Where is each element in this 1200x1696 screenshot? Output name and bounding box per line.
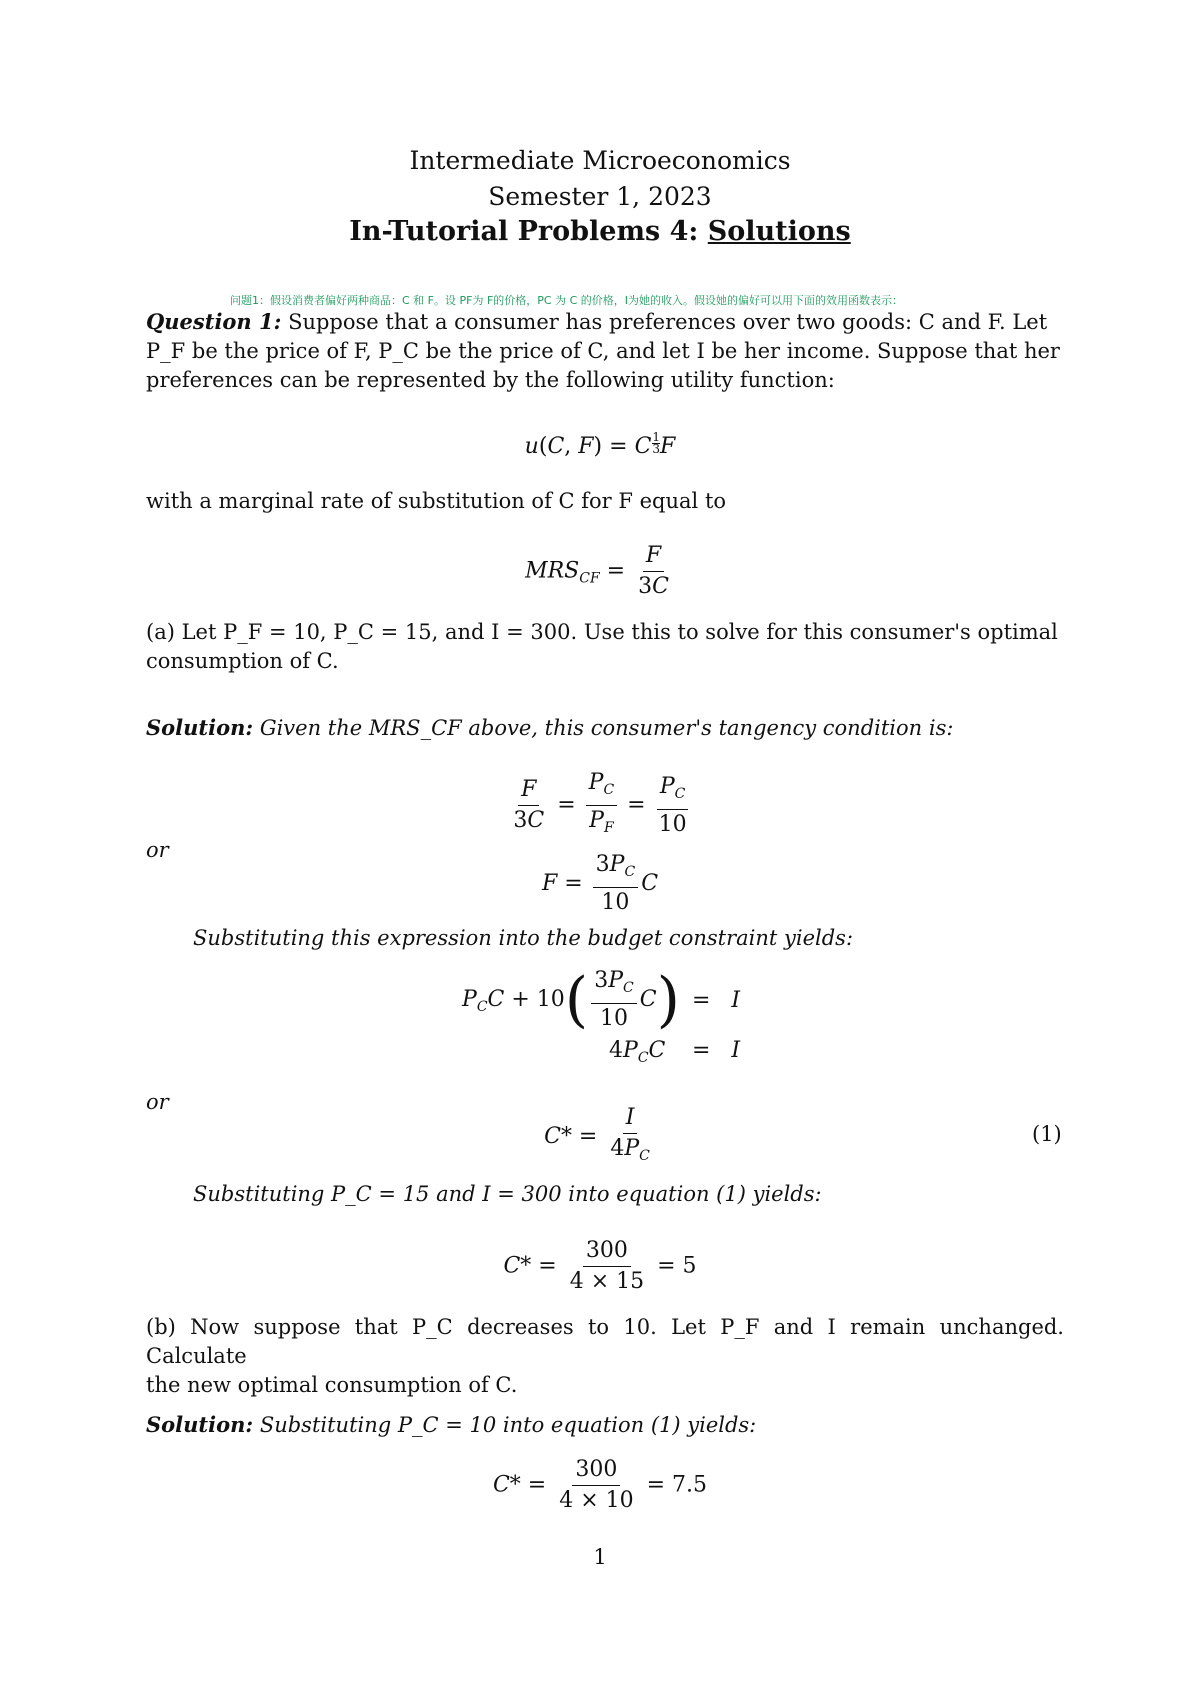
budget-equation-line-1: $P_CC + 10$( $\frac{3P_C}{10}$ C) [462, 965, 681, 1035]
part-a-solution-label: Solution: [146, 715, 254, 740]
part-a-result: = 5 [657, 1253, 697, 1279]
tangency-equation: $\frac{F}{3C}$ = $\frac{P_C}{P_F}$ = $\frac{P_C}{10}$ [513, 770, 687, 837]
part-a-result-equation: C* = $\frac{300}{4 \times 15}$ = 5 [503, 1238, 697, 1294]
part-a-solution-text: Given the MRS_CF above, this consumer's tangency condition is: [259, 716, 954, 740]
utility-function-equation: u(C, F) = C $\frac{1}{3}$ F [524, 430, 676, 459]
part-b-line-2: the new optimal consumption of C. [146, 1373, 518, 1397]
title-solutions: Solutions [707, 216, 851, 247]
part-a-solution-intro [146, 713, 1064, 743]
title-main: In-Tutorial Problems 4: [349, 216, 708, 247]
part-b-result: = 7.5 [646, 1472, 708, 1498]
question-1-line-1 [146, 307, 1064, 337]
part-a-line-1: (a) Let P_F = 10, P_C = 15, and I = 300. Use this to solve for this consumer's optimal [146, 620, 1058, 644]
part-b-solution-label: Solution: [146, 1412, 254, 1437]
part-b-solution-text: Substituting P_C = 10 into equation (1) yields: [259, 1413, 757, 1437]
mrs-equation: $MRS_{CF}$ = $\frac{F}{3C}$ [525, 543, 669, 599]
part-b-prompt [146, 1313, 1064, 1400]
or-label-1: or [146, 838, 169, 862]
question-1-line-2: P_F be the price of F, P_C be the price of C, and let I be her income. Suppose that her [146, 339, 1060, 363]
or-label-2: or [146, 1090, 169, 1114]
page-number: 1 [593, 1545, 607, 1569]
budget-eq1-equals: = I [692, 988, 741, 1013]
budget-eq2-equals: = I [692, 1038, 741, 1063]
part-a-line-2: consumption of C. [146, 649, 339, 673]
semester-label: Semester 1, 2023 [488, 182, 712, 211]
mrs-intro: with a marginal rate of substitution of C for F equal to [146, 489, 727, 513]
optimal-c-equation: C* = $\frac{I}{4P_C}$ [544, 1105, 650, 1164]
substituting-values-text: Substituting P_C = 15 and I = 300 into equation (1) yields: [193, 1182, 822, 1206]
part-b-result-equation: C* = $\frac{300}{4 \times 10}$ = 7.5 [492, 1457, 708, 1513]
equation-number: (1) [1032, 1122, 1062, 1146]
substituting-budget-text: Substituting this expression into the budget constraint yields: [193, 926, 854, 950]
budget-equation-line-2: $4P_CC$ [609, 1038, 666, 1066]
question-1-label: Question 1: [146, 309, 282, 334]
part-b-solution-intro [146, 1410, 1064, 1440]
document-title [0, 216, 1200, 247]
part-a-prompt [146, 618, 1064, 676]
question-1-line-1-text: Suppose that a consumer has preferences over two goods: C and F. Let [288, 310, 1048, 334]
question-1-line-3: preferences can be represented by the following utility function: [146, 368, 835, 392]
part-b-line-1: (b) Now suppose that P_C decreases to 10. Let P_F and I remain unchanged. Calculate [146, 1315, 1064, 1368]
translation-annotation: 问题1：假设消费者偏好两种商品：C 和 F。设 PF为 F的价格，PC 为 C 的价格，I为她的收入。假设她的偏好可以用下面的效用函数表示： [230, 294, 904, 307]
course-title: Intermediate Microeconomics [409, 146, 791, 175]
question-1-text [146, 307, 1064, 395]
f-expression-equation: F = $\frac{3P_C}{10}$ C [541, 852, 659, 915]
